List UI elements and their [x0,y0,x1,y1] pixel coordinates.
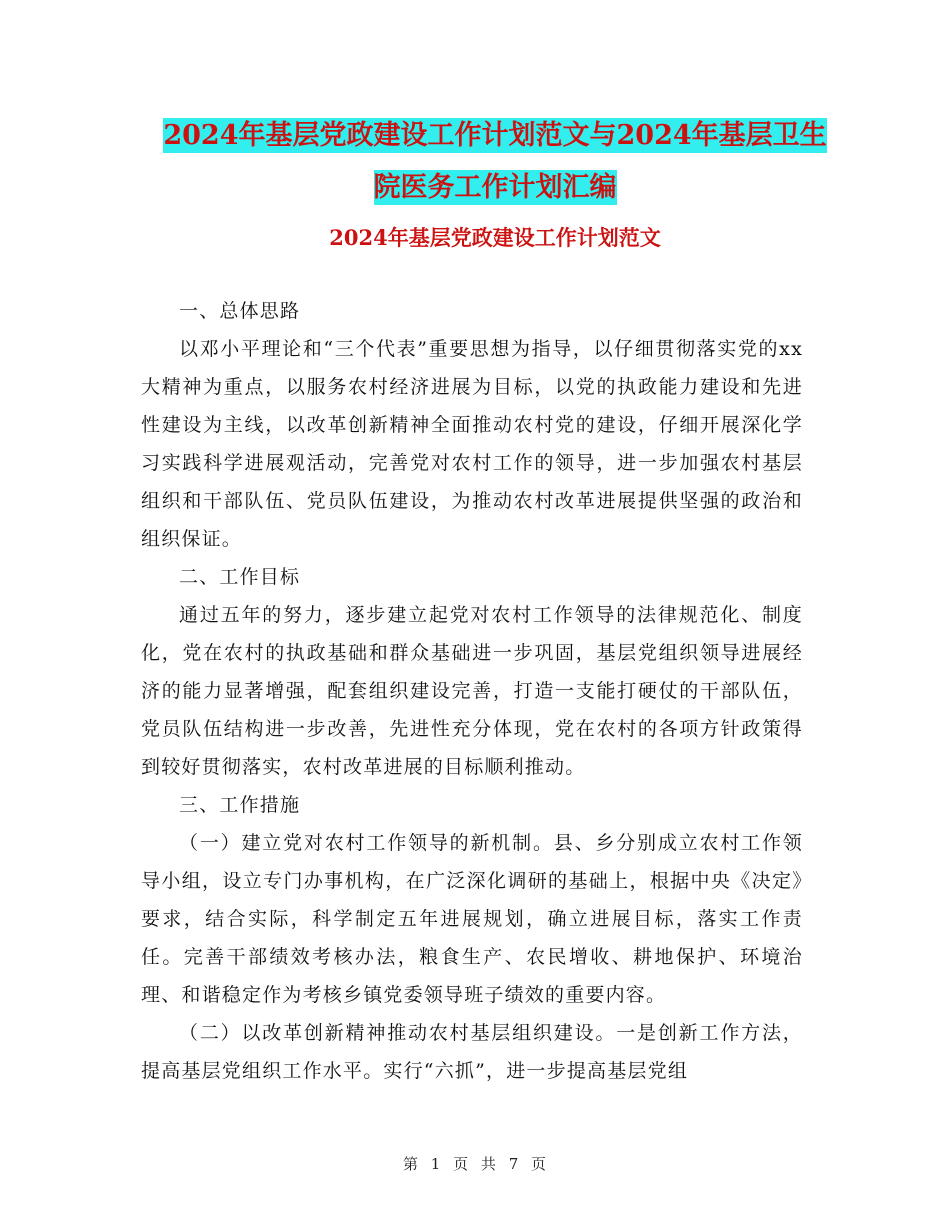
document-title [120,110,870,214]
heading-work-goals: 二、工作目标 [179,566,301,588]
footer-page-total: 7 [508,1155,520,1173]
footer-total-prefix: 共 [480,1155,497,1173]
page-footer [0,1153,950,1174]
document-title-line-1: 2024年基层党政建设工作计划范文与2024年基层卫生 [163,120,827,151]
footer-page-current: 1 [430,1155,442,1173]
paragraph-measure-1: （一）建立党对农村工作领导的新机制。县、乡分别成立农村工作领导小组，设立专门办事机构，在广泛深化调研的基础上，根据中央《决定》要求，结合实际，科学制定五年进展规划，确立进展目标，落实工作责任。完善干部绩效考核办法，粮食生产、农民增收、耕地保护、环境治理、和谐稳定作为考核乡镇党委领导班子绩效的重要内容。 [141,832,803,1006]
heading-work-measures: 三、工作措施 [179,794,301,816]
paragraph-work-goals: 通过五年的努力，逐步建立起党对农村工作领导的法律规范化、制度化，党在农村的执政基础和群众基础进一步巩固，基层党组织领导进展经济的能力显著增强，配套组织建设完善，打造一支能打硬仗的干部队伍，党员队伍结构进一步改善，先进性充分体现，党在农村的各项方针政策得到较好贯彻落实，农村改革进展的目标顺利推动。 [141,604,803,778]
document-title-line-2: 院医务工作计划汇编 [373,172,617,203]
paragraph-measure-2: （二）以改革创新精神推动农村基层组织建设。一是创新工作方法，提高基层党组织工作水平。实行“六抓”，进一步提高基层党组 [141,1022,803,1082]
footer-suffix: 页 [531,1155,548,1173]
paragraph-overall-approach: 以邓小平理论和“三个代表”重要思想为指导，以仔细贯彻落实党的xx大精神为重点，以服务农村经济进展为目标，以党的执政能力建设和先进性建设为主线，以改革创新精神全面推动农村党的建设，仔细开展深化学习实践科学进展观活动，完善党对农村工作的领导，进一步加强农村基层组织和干部队伍、党员队伍建设，为推动农村改革进展提供坚强的政治和组织保证。 [141,338,803,550]
section-title: 2024年基层党政建设工作计划范文 [329,225,661,250]
heading-overall-approach: 一、总体思路 [179,300,301,322]
document-body [141,292,803,1090]
footer-mid: 页 [453,1155,470,1173]
footer-prefix: 第 [402,1155,419,1173]
